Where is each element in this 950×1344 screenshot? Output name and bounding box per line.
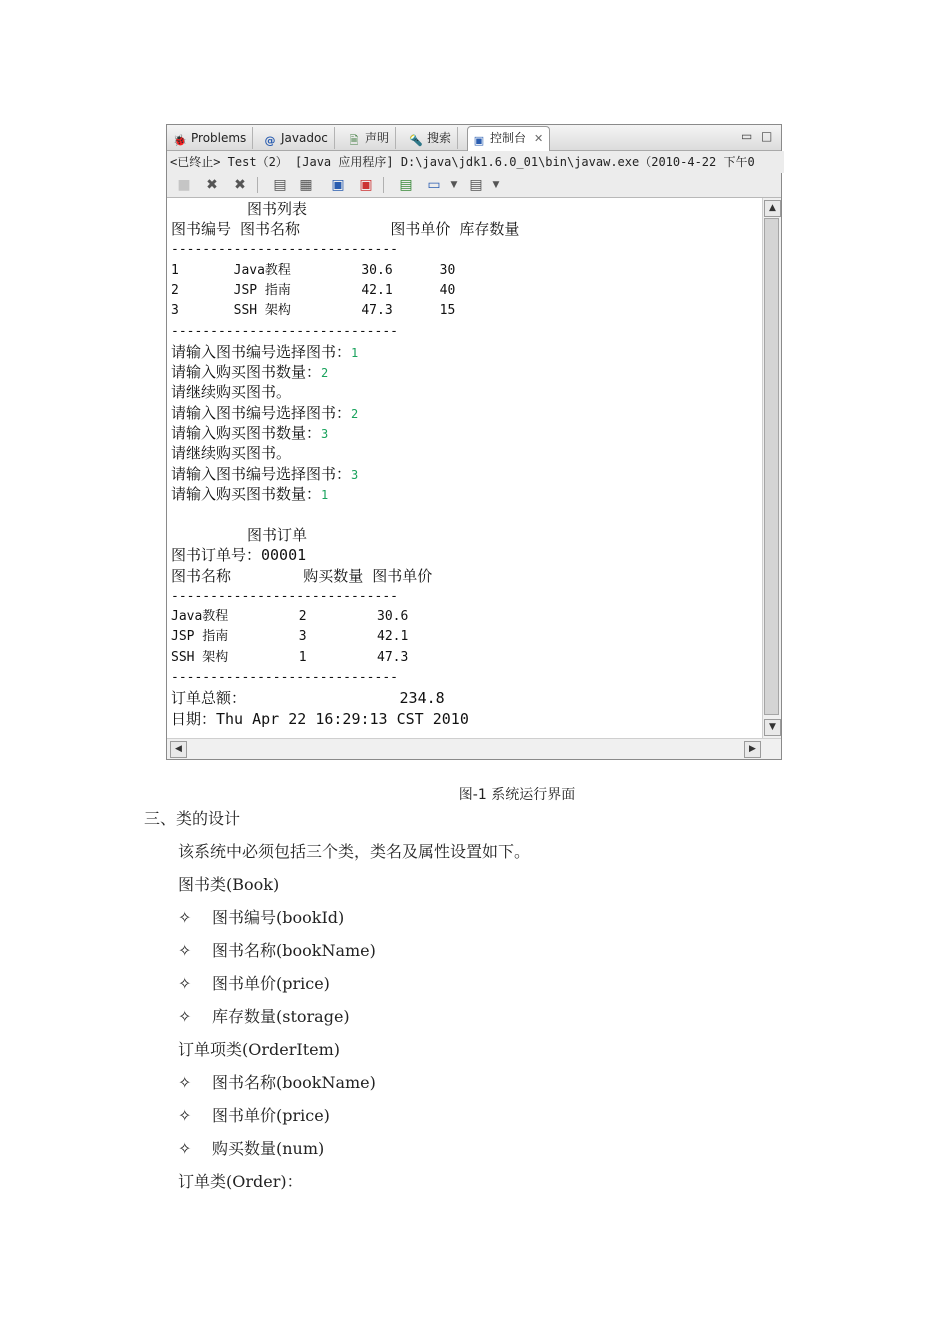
prompt-line [171, 484, 328, 504]
prompt-text: 请输入购买图书数量： [171, 485, 322, 503]
list-item [178, 1073, 376, 1093]
console-toolbar [167, 173, 781, 198]
tab-javadoc[interactable] [259, 127, 335, 149]
bullet-icon: ✧ [178, 1073, 192, 1092]
tab-console-label: 控制台 [490, 131, 527, 145]
order-class-heading: 订单类(Order)： [178, 1172, 303, 1191]
problems-icon: 🐞 [173, 134, 187, 147]
prompt-text: 请输入购买图书数量： [171, 424, 322, 442]
clear-console-icon[interactable]: ▤ [273, 177, 287, 193]
user-input: 2 [321, 366, 329, 380]
bullet-icon: ✧ [178, 1139, 192, 1158]
show-on-output-icon[interactable]: ▣ [331, 177, 345, 193]
user-input: 2 [351, 407, 359, 421]
show-on-error-icon[interactable]: ▣ [359, 177, 373, 193]
book-row: 2 JSP 指南 42.1 40 [171, 283, 456, 298]
tab-problems[interactable] [169, 127, 253, 149]
tab-javadoc-label: Javadoc [281, 131, 328, 145]
order-number: 图书订单号：00001 [171, 546, 307, 564]
list-item [178, 1106, 330, 1126]
book-class-heading: 图书类(Book) [178, 875, 280, 894]
user-input: 1 [351, 346, 359, 360]
console-icon: ▣ [473, 134, 485, 147]
maximize-icon[interactable]: □ [761, 129, 773, 143]
bullet-icon: ✧ [178, 974, 192, 993]
scroll-up-icon[interactable]: ▲ [764, 200, 781, 217]
list-item [178, 908, 344, 928]
tab-declaration-label: 声明 [365, 131, 390, 145]
javadoc-icon: @ [264, 134, 276, 147]
prompt-line [171, 342, 358, 362]
remove-all-terminated-icon[interactable]: ✖ [234, 177, 246, 193]
divider: ----------------------------- [171, 242, 398, 257]
tab-console[interactable] [467, 126, 550, 151]
book-row: 1 Java教程 30.6 30 [171, 263, 456, 278]
tab-search-label: 搜索 [427, 131, 452, 145]
scroll-thumb[interactable] [764, 218, 779, 715]
prompt-line [171, 423, 328, 443]
remove-launch-icon[interactable]: ✖ [206, 177, 218, 193]
field-label: 购买数量(num) [212, 1139, 325, 1158]
prompt-line [171, 362, 328, 382]
console-status-line: <已终止> Test（2） [Java 应用程序] D:\java\jdk1.6.0_01\bin\javaw.exe（2010-4-22 下午0 [167, 151, 784, 173]
scroll-lock-icon[interactable]: ▦ [299, 177, 313, 193]
terminate-icon[interactable]: ■ [177, 177, 191, 193]
orderitem-class-heading: 订单项类(OrderItem) [178, 1040, 341, 1059]
prompt-line [171, 403, 358, 423]
vertical-scrollbar[interactable] [762, 198, 781, 738]
prompt-text: 请输入图书编号选择图书： [171, 404, 352, 422]
horizontal-scrollbar[interactable] [167, 738, 781, 759]
scroll-left-icon[interactable]: ◀ [170, 741, 187, 758]
book-list-header: 图书编号 图书名称 图书单价 库存数量 [171, 220, 520, 238]
order-header: 图书名称 购买数量 图书单价 [171, 567, 433, 585]
list-item [178, 974, 330, 994]
declaration-icon: 🗎 [349, 134, 359, 147]
user-input: 3 [351, 468, 359, 482]
tab-declaration[interactable] [343, 127, 396, 149]
list-item [178, 1007, 350, 1027]
prompt-text: 请继续购买图书。 [171, 383, 292, 401]
display-console-icon[interactable]: ▭ [427, 177, 441, 193]
user-input: 3 [321, 427, 329, 441]
book-list-title: 图书列表 [247, 200, 308, 218]
bullet-icon: ✧ [178, 908, 192, 927]
order-row: Java教程 2 30.6 [171, 609, 409, 624]
scroll-right-icon[interactable]: ▶ [744, 741, 761, 758]
order-date: 日期：Thu Apr 22 16:29:13 CST 2010 [171, 710, 469, 728]
book-row: 3 SSH 架构 47.3 15 [171, 303, 456, 318]
field-label: 库存数量(storage) [212, 1007, 350, 1026]
prompt-text: 请继续购买图书。 [171, 444, 292, 462]
scroll-down-icon[interactable]: ▼ [764, 719, 781, 736]
divider: ----------------------------- [171, 324, 398, 339]
prompt-text: 请输入图书编号选择图书： [171, 465, 352, 483]
field-label: 图书单价(price) [212, 1106, 330, 1125]
order-title: 图书订单 [247, 526, 308, 544]
user-input: 1 [321, 488, 329, 502]
list-item [178, 1139, 324, 1159]
divider: ----------------------------- [171, 589, 398, 604]
field-label: 图书单价(price) [212, 974, 330, 993]
intro-paragraph: 该系统中必须包括三个类，类名及属性设置如下。 [178, 842, 531, 861]
close-icon[interactable]: ✕ [534, 132, 544, 145]
field-label: 图书名称(bookName) [212, 941, 376, 960]
open-console-icon[interactable]: ▤ [469, 177, 483, 193]
search-icon: 🔦 [409, 134, 423, 147]
field-label: 图书编号(bookId) [212, 908, 345, 927]
divider: ----------------------------- [171, 670, 398, 685]
tab-search[interactable] [405, 127, 458, 149]
tab-problems-label: Problems [191, 131, 247, 145]
bullet-icon: ✧ [178, 941, 192, 960]
order-total: 订单总额： 234.8 [171, 689, 445, 707]
bullet-icon: ✧ [178, 1007, 192, 1026]
minimize-icon[interactable]: ▭ [741, 129, 753, 143]
prompt-text: 请输入图书编号选择图书： [171, 343, 352, 361]
prompt-line [171, 443, 291, 463]
pin-console-icon[interactable]: ▤ [399, 177, 413, 193]
order-row: SSH 架构 1 47.3 [171, 650, 409, 665]
field-label: 图书名称(bookName) [212, 1073, 376, 1092]
chevron-down-icon[interactable]: ▼ [450, 180, 458, 190]
list-item [178, 941, 376, 961]
view-tab-bar [167, 125, 781, 151]
section-heading: 三、类的设计 [144, 809, 241, 828]
order-row: JSP 指南 3 42.1 [171, 629, 409, 644]
bullet-icon: ✧ [178, 1106, 192, 1125]
prompt-line [171, 382, 291, 402]
figure-caption: 图-1 系统运行界面 [458, 787, 576, 803]
eclipse-console-screenshot [166, 124, 782, 760]
chevron-down-icon[interactable]: ▼ [492, 180, 500, 190]
prompt-text: 请输入购买图书数量： [171, 363, 322, 381]
prompt-line [171, 464, 358, 484]
console-output[interactable] [167, 198, 763, 738]
